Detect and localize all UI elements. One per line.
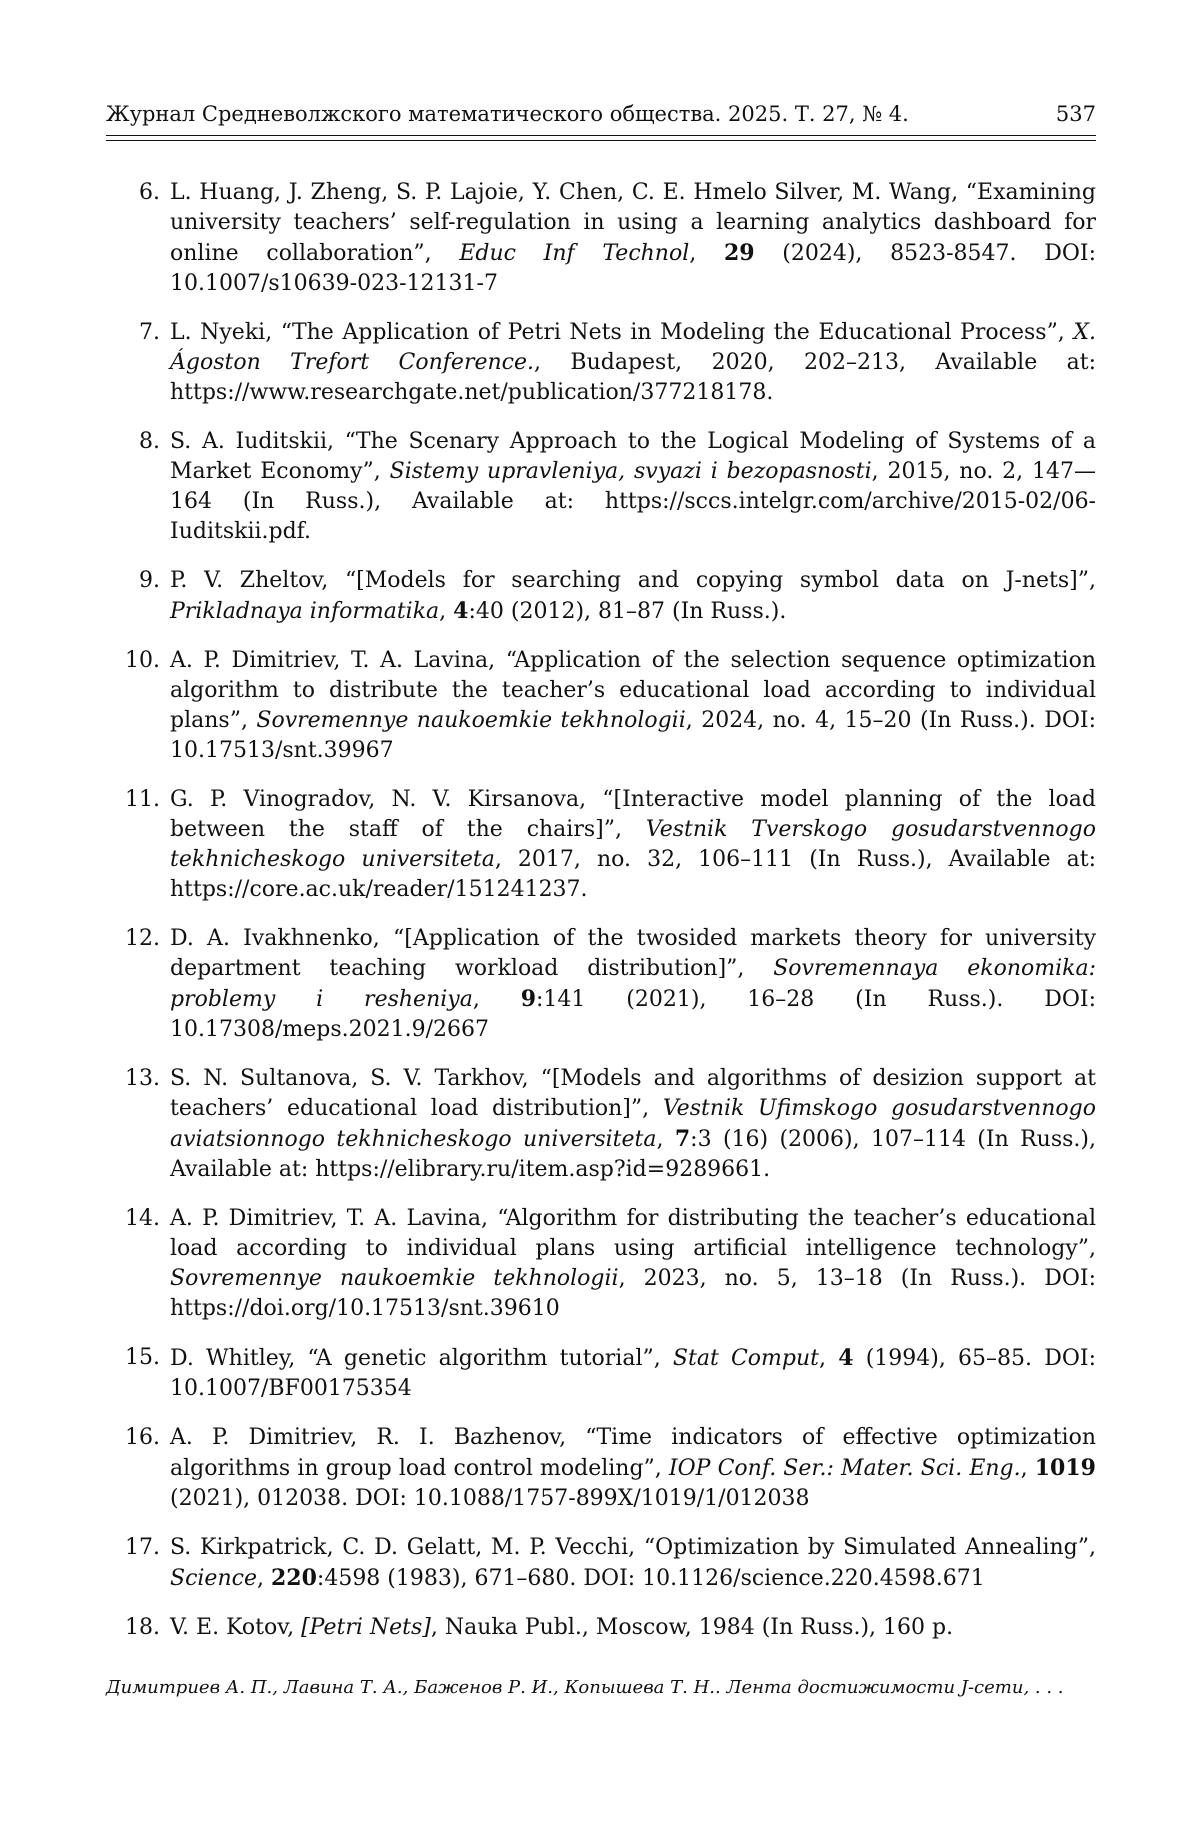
reference-text [170, 566, 1096, 627]
reference-text-part: , [656, 1127, 675, 1152]
reference-text [170, 1533, 1096, 1594]
reference-item [110, 1343, 1096, 1404]
reference-text [170, 646, 1096, 766]
reference-text-part: V. E. Kotov, [170, 1615, 302, 1640]
reference-text-part: , [1020, 1456, 1035, 1481]
reference-source-title: IOP Conf. Ser.: Mater. Sci. Eng. [668, 1456, 1021, 1481]
reference-volume: 4 [453, 598, 469, 624]
reference-text-part: G. P. Vinogradov, N. V. Kirsanova, “[Interactive model planning of the load between the staff of the chairs]”, [170, 787, 1096, 842]
reference-text-part: , 2023, no. 5, 13–18 (In Russ.). DOI: https://doi.org/10.17513/snt.39610 [170, 1266, 1096, 1321]
reference-number: 10. [125, 648, 160, 673]
reference-item [110, 178, 1096, 299]
reference-item [110, 1204, 1096, 1324]
reference-number: 14. [125, 1206, 160, 1231]
reference-text-part: :3 (16) (2006), 107–114 (In Russ.), Available at: https://elibrary.ru/item.asp?id=9289661. [170, 1127, 1096, 1182]
reference-source-title: Stat Comput [672, 1346, 820, 1371]
reference-volume: 7 [674, 1126, 691, 1152]
reference-source-title: Sovremennaya ekonomika: problemy i resheniya [170, 956, 1096, 1012]
reference-number: 17. [125, 1535, 160, 1560]
reference-source-title: Sovremennye naukoemkie tekhnologii [170, 1266, 619, 1291]
reference-number: 16. [125, 1425, 160, 1450]
header-double-rule [106, 135, 1096, 141]
reference-source-title: X. Ágoston Trefort Conference. [170, 320, 1096, 375]
reference-text-part: (1994), 65–85. DOI: 10.1007/BF00175354 [170, 1346, 1096, 1401]
footer-running-title: Димитриев А. П., Лавина Т. А., Баженов Р. И., Копышева Т. Н.. Лента достижимости J-сети, . . . [106, 1677, 1064, 1698]
reference-item [110, 427, 1096, 547]
reference-text [170, 1423, 1096, 1514]
reference-item [110, 1423, 1096, 1514]
reference-text-part: , [256, 1566, 271, 1591]
journal-title: Журнал Средневолжского математического общества. 2025. Т. 27, № 4. [106, 102, 909, 126]
reference-number: 8. [139, 429, 160, 454]
reference-source-title: Science [170, 1566, 257, 1591]
running-footer [106, 1676, 1096, 1699]
reference-item [110, 785, 1096, 905]
reference-number: 12. [125, 926, 160, 951]
reference-source-title: Educ Inf Technol [459, 241, 690, 266]
reference-text-part: S. N. Sultanova, S. V. Tarkhov, “[Models and algorithms of desizion support at teachers’ educational load distribution]”, [170, 1066, 1096, 1121]
reference-text-part: , 2017, no. 32, 106–111 (In Russ.), Available at: https://core.ac.uk/reader/151241237. [170, 847, 1096, 902]
reference-text-part: A. P. Dimitriev, T. A. Lavina, “Algorithm for distributing the teacher’s educational load according to individual plans using artificial intelligence technology”, [170, 1206, 1096, 1261]
reference-source-title: Vestnik Tverskogo gosudarstvennogo tekhnicheskogo universiteta [170, 817, 1096, 872]
reference-text-part: L. Nyeki, “The Application of Petri Nets in Modeling the Educational Process”, [170, 320, 1074, 345]
reference-text-part: P. V. Zheltov, “[Models for searching and copying symbol data on J-nets]”, [170, 568, 1096, 593]
reference-volume: 9 [520, 986, 537, 1012]
reference-number: 18. [125, 1615, 160, 1640]
reference-source-title: Vestnik Ufimskogo gosudarstvennogo aviatsionnogo tekhnicheskogo universiteta [170, 1096, 1096, 1152]
reference-number: 6. [139, 180, 160, 205]
reference-item [110, 1533, 1096, 1594]
reference-text-part: , [689, 241, 724, 266]
running-header [106, 102, 1096, 127]
reference-text [170, 1343, 1096, 1404]
reference-text-part: :4598 (1983), 671–680. DOI: 10.1126/science.220.4598.671 [316, 1566, 985, 1591]
reference-number: 7. [139, 320, 160, 345]
reference-item [110, 318, 1096, 408]
reference-text-part: , [472, 987, 521, 1012]
reference-text-part: , [819, 1346, 839, 1371]
reference-text [170, 318, 1096, 408]
reference-volume: 1019 [1034, 1455, 1096, 1481]
reference-text-part: D. Whitley, “A genetic algorithm tutorial”, [170, 1346, 673, 1371]
reference-number: 11. [125, 787, 160, 812]
reference-text [170, 785, 1096, 905]
reference-source-title: Sovremennye naukoemkie tekhnologii [256, 708, 686, 733]
reference-text-part: D. A. Ivakhnenko, “[Application of the twosided markets theory for university department teaching workload distribution]”, [170, 926, 1096, 981]
reference-source-title: [Petri Nets] [301, 1615, 431, 1640]
reference-text-part: :40 (2012), 81–87 (In Russ.). [468, 599, 787, 624]
reference-text-part: (2024), 8523-8547. DOI: 10.1007/s10639-023-12131-7 [170, 241, 1096, 296]
reference-text-part: , Nauka Publ., Moscow, 1984 (In Russ.), 160 p. [430, 1615, 954, 1640]
reference-text [170, 178, 1096, 299]
reference-volume: 29 [723, 240, 755, 266]
reference-volume: 220 [270, 1565, 317, 1591]
reference-text-part: , 2015, no. 2, 147—164 (In Russ.), Available at: https://sccs.intelgr.com/archive/2015-02/06-Iuditskii.pdf. [170, 459, 1096, 544]
reference-number: 9. [139, 568, 160, 593]
reference-volume: 4 [838, 1345, 854, 1371]
reference-text [170, 1064, 1096, 1185]
reference-number: 15. [125, 1345, 160, 1370]
reference-text-part: A. P. Dimitriev, T. A. Lavina, “Application of the selection sequence optimization algorithm to distribute the teacher’s educational load according to individual plans”, [170, 648, 1096, 733]
reference-text-part: S. A. Iuditskii, “The Scenary Approach to the Logical Modeling of Systems of a Market Economy”, [170, 429, 1096, 484]
reference-text-part: :141 (2021), 16–28 (In Russ.). DOI: 10.17308/meps.2021.9/2667 [170, 987, 1097, 1042]
reference-text [170, 1613, 1096, 1643]
reference-text [170, 427, 1096, 547]
reference-text-part: S. Kirkpatrick, C. D. Gelatt, M. P. Vecchi, “Optimization by Simulated Annealing”, [170, 1535, 1096, 1560]
reference-text-part: L. Huang, J. Zheng, S. P. Lajoie, Y. Chen, C. E. Hmelo Silver, M. Wang, “Examining university teachers’ self-regulation in using a learning analytics dashboard for online collaboration”, [170, 180, 1096, 266]
reference-text [170, 1204, 1096, 1324]
reference-source-title: Prikladnaya informatika [170, 599, 440, 624]
reference-text-part: , [439, 599, 454, 624]
reference-text [170, 924, 1096, 1045]
page-number: 537 [1055, 102, 1096, 126]
reference-source-title: Sistemy upravleniya, svyazi i bezopasnosti [389, 459, 872, 484]
reference-text-part: , 2024, no. 4, 15–20 (In Russ.). DOI: 10.17513/snt.39967 [170, 708, 1096, 763]
reference-text-part: (2021), 012038. DOI: 10.1088/1757-899X/1019/1/012038 [170, 1486, 810, 1511]
reference-list [110, 178, 1096, 1662]
reference-item [110, 924, 1096, 1045]
reference-item [110, 1064, 1096, 1185]
reference-text-part: , Budapest, 2020, 202–213, Available at: https://www.researchgate.net/publication/377218178. [170, 350, 1097, 405]
reference-item [110, 646, 1096, 766]
reference-text-part: A. P. Dimitriev, R. I. Bazhenov, “Time indicators of effective optimization algorithms in group load control modeling”, [170, 1425, 1096, 1481]
reference-item [110, 1613, 1096, 1643]
reference-number: 13. [125, 1066, 160, 1091]
reference-item [110, 566, 1096, 627]
